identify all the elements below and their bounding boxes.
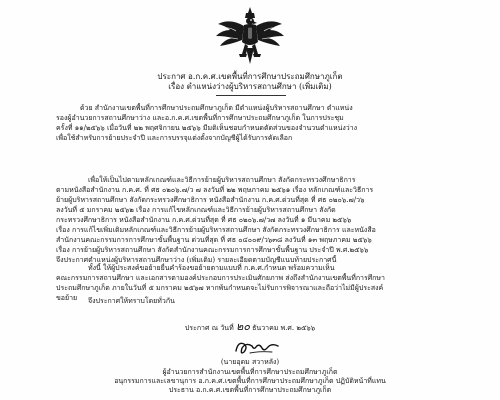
closing-statement: จึงประกาศให้ทราบโดยทั่วกัน <box>88 297 175 305</box>
garuda-emblem-icon <box>212 6 288 68</box>
signatory-title-3: ประธาน อ.ก.ค.ศ.เขตพื้นที่การศึกษาประถมศึกษาภูเก็ต <box>168 386 332 394</box>
signatory-name: (นายอุดม สวาหลัง) <box>220 358 280 366</box>
date-prefix: ประกาศ ณ วันที่ <box>184 324 234 332</box>
paragraph-3-line: ประถมศึกษาภูเก็ต ภายในวันที่ ๕ มกราคม ๒๕๖๗ หากพ้นกำหนดจะไม่รับการพิจารณาและถือว่าไม่มีผู้ประสงค์ <box>56 284 384 292</box>
paragraph-3-line: คณะกรรมการสถานศึกษา และเอกสารตามองค์ประกอบการประเมินศักยภาพ ส่งถึงสำนักงานเขตพื้นที่การศึกษา <box>56 274 385 282</box>
signatory-title-2: อนุกรรมการและเลขานุการ อ.ก.ค.ศ.เขตพื้นที่การศึกษาประถมศึกษาภูเก็ต ปฏิบัติหน้าที่แทน <box>114 377 386 385</box>
paragraph-3-line: ขอย้าย <box>56 294 78 302</box>
handwritten-signature <box>232 336 282 358</box>
paragraph-2-line: เพื่อให้เป็นไปตามหลักเกณฑ์และวิธีการย้ายผู้บริหารสถานศึกษา สังกัดกระทรวงศึกษาธิการ <box>88 176 356 184</box>
announcement-issuer: ประกาศ อ.ก.ค.ศ.เขตพื้นที่การศึกษาประถมศึกษาภูเก็ต <box>157 72 343 81</box>
paragraph-1 <box>56 103 454 143</box>
date-suffix: ธันวาคม พ.ศ. ๒๕๖๖ <box>252 324 316 332</box>
paragraph-2-line: จึงประกาศตำแหน่งผู้บริหารสถานศึกษาว่าง (เพิ่มเติม) รายละเอียดตามบัญชีแนบท้ายประกาศนี้ <box>56 256 337 264</box>
signatory-title-1: ผู้อำนวยการสำนักงานเขตพื้นที่การศึกษาประถมศึกษาภูเก็ต <box>162 368 338 376</box>
paragraph-2-line: ตามหนังสือสำนักงาน ก.ค.ศ. ที่ ศธ ๐๒๐๖.๗/ว ๗ ลงวันที่ ๒๒ พฤษภาคม ๒๕๖๑ เรื่อง หลักเกณฑ์และวิธีการ <box>56 186 374 194</box>
paragraph-2-line: เรื่อง การแก้ไขเพิ่มเติมหลักเกณฑ์และวิธีการย้ายผู้บริหารสถานศึกษา สังกัดกระทรวงศึกษาธิการ และหนังสือ <box>56 226 376 234</box>
paragraph-1-line: ด้วย สำนักงานเขตพื้นที่การศึกษาประถมศึกษาภูเก็ต มีตำแหน่งผู้บริหารสถานศึกษา ตำแหน่ง <box>80 104 353 112</box>
date-day: ๒๐ <box>235 320 250 333</box>
header-divider <box>216 95 286 96</box>
announcement-date <box>0 322 500 333</box>
paragraph-2-line: สำนักงานคณะกรรมการการศึกษาขั้นพื้นฐาน ด่วนที่สุด ที่ ศธ ๐๔๐๐๙/ว๖๓๘ ลงวันที่ ๑๓ พฤษภาคม ๒๕๖๖ <box>56 236 372 244</box>
paragraph-2-line: ย้ายผู้บริหารสถานศึกษา สังกัดกระทรวงศึกษาธิการ หนังสือสำนักงาน ก.ค.ศ.ด่วนที่สุด ที่ ศธ ๐๒๐๖.๗/ว๖ <box>56 196 365 204</box>
paragraph-2 <box>56 175 454 265</box>
paragraph-2-line: กระทรวงศึกษาธิการ หนังสือสำนักงาน ก.ค.ศ.ด่วนที่สุด ที่ ศธ ๐๒๐๖.๗/ว๗ ลงวันที่ ๑ มีนาคม ๒๕๖๖ <box>56 216 352 224</box>
announcement-subject: เรื่อง ตำแหน่งว่างผู้บริหารสถานศึกษา (เพิ่มเติม) <box>168 82 332 91</box>
paragraph-2-line: ลงวันที่ ๕ มกราคม ๒๕๖๒ เรื่อง การแก้ไขหลักเกณฑ์และวิธีการย้ายผู้บริหารสถานศึกษา สังกัด <box>56 206 336 214</box>
paragraph-1-line: ครั้งที่ ๑๑/๒๕๖๖ เมื่อวันที่ ๒๒ พฤศจิกายน ๒๕๖๖ มีมติเห็นชอบกำหนดตัดส่วนของจำนวนตำแหน่งว่าง <box>56 124 358 132</box>
paragraph-3-line: ทั้งนี้ ให้ผู้ประสงค์ขอย้ายยื่นคำร้องขอย้ายตามแบบที่ ก.ค.ศ.กำหนด พร้อมความเห็น <box>88 264 335 272</box>
paragraph-1-line: รองผู้อำนวยการสถานศึกษาว่าง และอ.ก.ค.ศ.เขตพื้นที่การศึกษาประถมศึกษาภูเก็ต ในการประชุม <box>56 114 344 122</box>
paragraph-2-line: เรื่อง การย้ายผู้บริหารสถานศึกษา สังกัดสำนักงานคณะกรรมการการศึกษาขั้นพื้นฐาน ประจำปี พ.ศ.๒๕๖๖ <box>56 246 369 254</box>
paragraph-1-line: เพื่อใช้สำหรับการย้ายประจำปี และการบรรจุแต่งตั้งจากบัญชีผู้ได้รับการคัดเลือก <box>56 134 293 142</box>
